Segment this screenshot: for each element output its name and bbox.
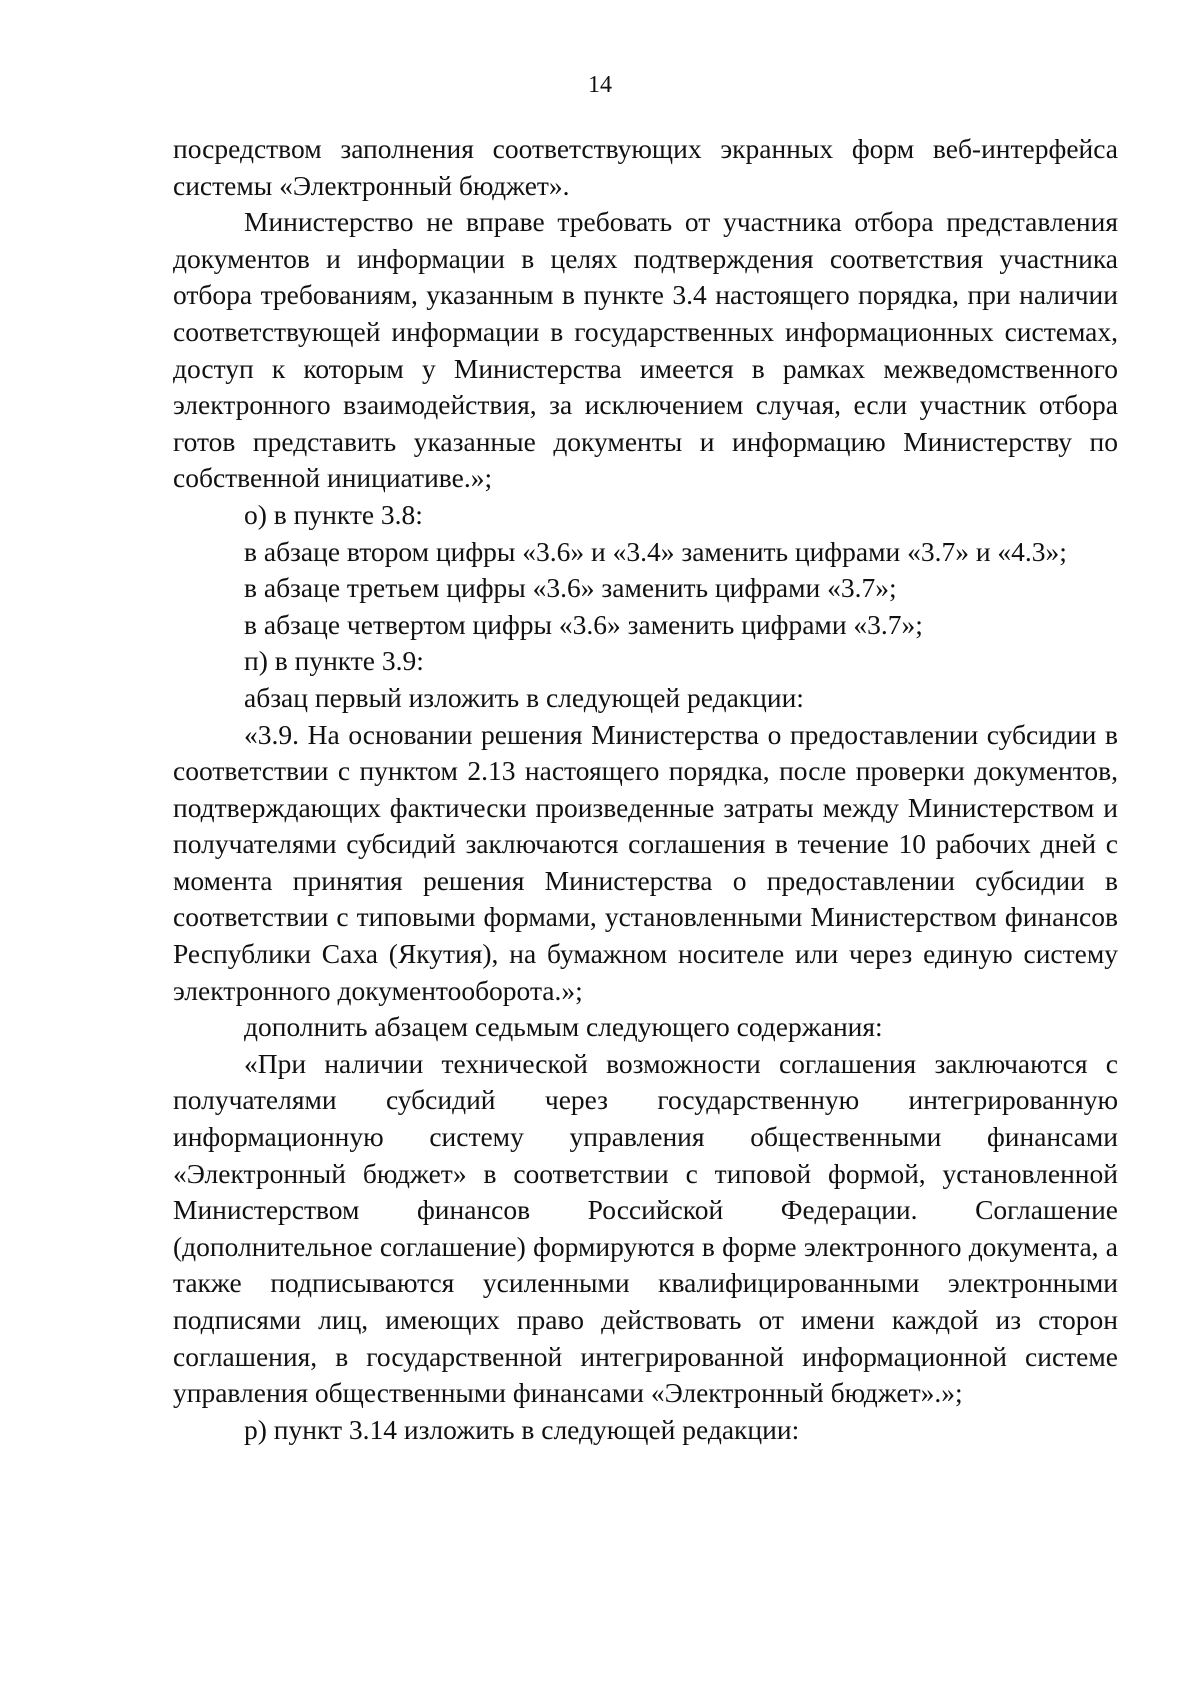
paragraph-item-o: о) в пункте 3.8: <box>244 498 423 530</box>
document-body <box>173 131 1118 1448</box>
paragraph-item-p: п) в пункте 3.9: <box>244 645 424 677</box>
paragraph-item-r: р) пункт 3.14 изложить в следующей редакции: <box>244 1413 800 1445</box>
paragraph-abzac-1-instruction: абзац первый изложить в следующей редакции: <box>244 681 804 713</box>
paragraph-abzac-2: в абзаце втором цифры «3.6» и «3.4» заменить цифрами «3.7» и «4.3»; <box>244 535 1067 567</box>
paragraph-abzac-3: в абзаце третьем цифры «3.6» заменить цифрами «3.7»; <box>244 572 897 604</box>
paragraph-abzac-7-instruction: дополнить абзацем седьмым следующего содержания: <box>244 1011 883 1043</box>
page-number: 14 <box>588 72 612 98</box>
paragraph-3-9-text: «3.9. На основании решения Министерства о предоставлении субсидии в соответствии с пунктом 2.13 настоящего порядка, после проверки документов, подтверждающих фактически произведенные затраты между Министерством и получателями субсидий заключаются соглашения в течение 10 рабочих дней с момента принятия решения Министерства о предоставлении субсидии в соответствии с типовыми формами, установленными Министерством финансов Республики Саха (Якутия), на бумажном носителе или через единую систему электронного документооборота.»; <box>173 718 1118 1006</box>
paragraph-continuation: посредством заполнения соответствующих экранных форм веб-интерфейса системы «Электронный бюджет». <box>173 133 1118 201</box>
paragraph-abzac-4: в абзаце четвертом цифры «3.6» заменить цифрами «3.7»; <box>244 608 923 640</box>
paragraph-electronic-budget: «При наличии технической возможности соглашения заключаются с получателями субсидий через государственную интегрированную информационную систему управления общественными финансами «Электронный бюджет» в соответствии с типовой формой, установленной Министерством финансов Российской Федерации. Соглашение (дополнительное соглашение) формируются в форме электронного документа, а также подписываются усиленными квалифицированными электронными подписями лиц, имеющих право действовать от имени каждой из сторон соглашения, в государственной интегрированной информационной системе управления общественными финансами «Электронный бюджет».»; <box>173 1047 1118 1409</box>
paragraph-ministry-rights: Министерство не вправе требовать от участника отбора представления документов и информации в целях подтверждения соответствия участника отбора требованиям, указанным в пункте 3.4 настоящего порядка, при наличии соответствующей информации в государственных информационных системах, доступ к которым у Министерства имеется в рамках межведомственного электронного взаимодействия, за исключением случая, если участник отбора готов представить указанные документы и информацию Министерству по собственной инициативе.»; <box>173 206 1118 494</box>
